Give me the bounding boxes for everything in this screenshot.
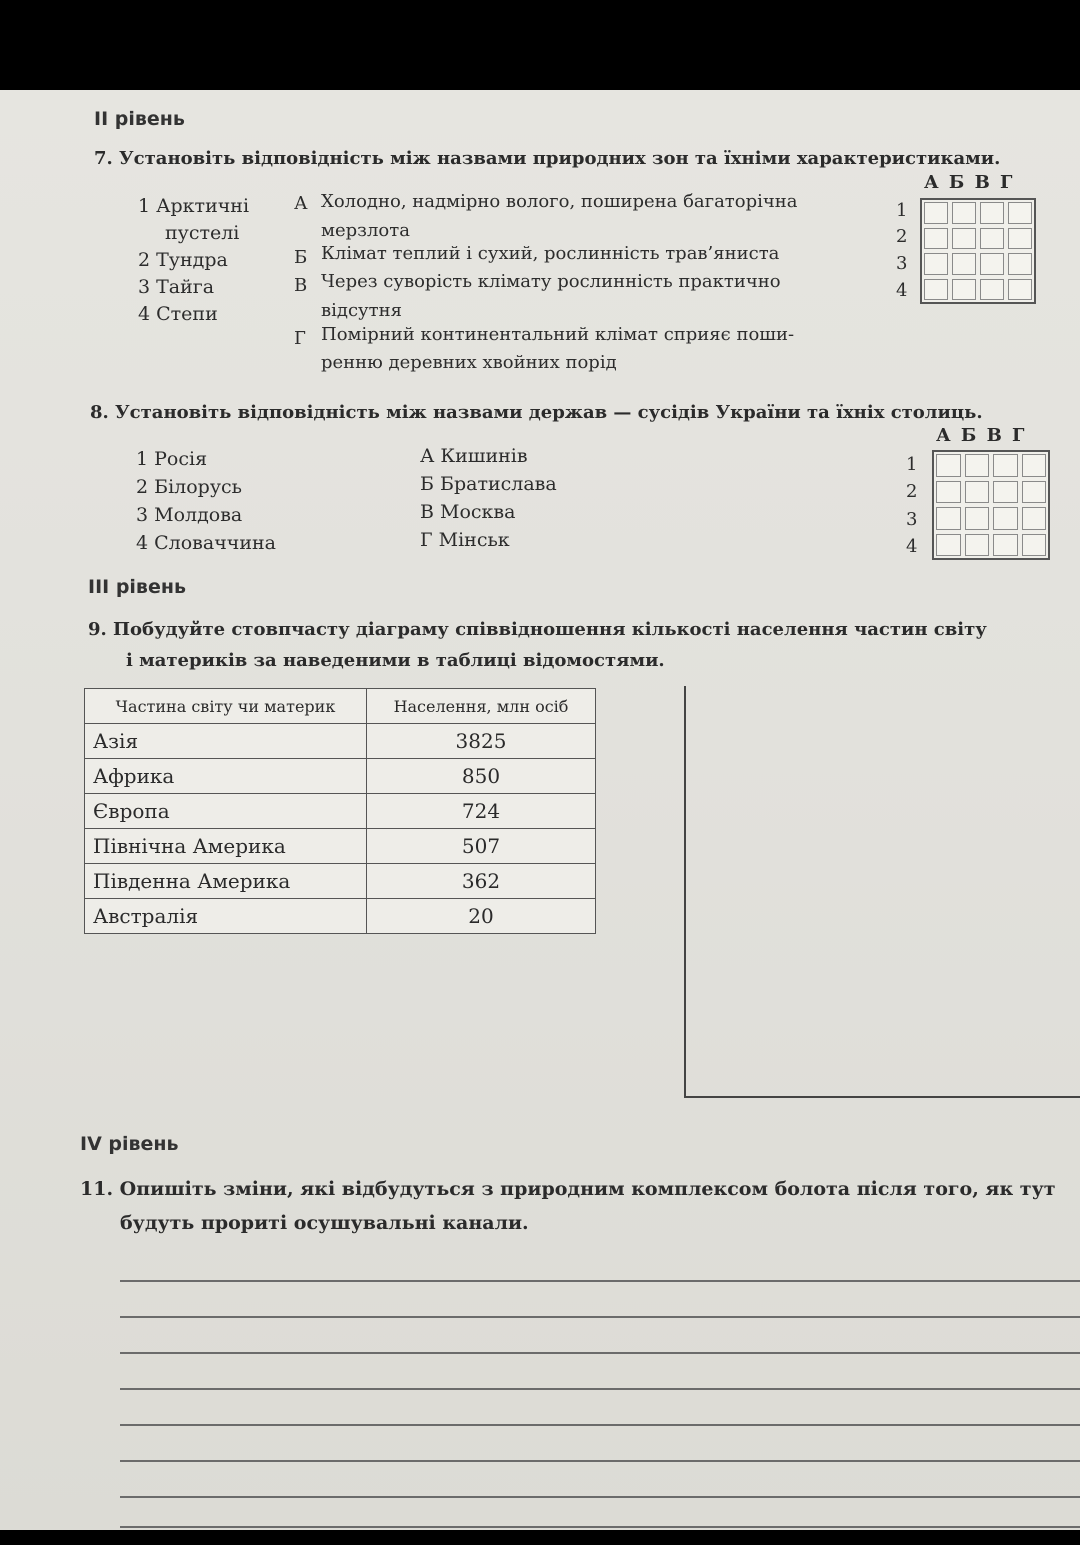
q7-zone: 2 Тундра: [138, 249, 228, 271]
q7-grid-row-label: 2: [896, 226, 908, 247]
q7-zone: 3 Тайга: [138, 276, 215, 298]
q9-title: 9. Побудуйте стовпчасту діаграму співвідношення кількості населення частин світу: [88, 619, 987, 640]
q9-title-cont: і материків за наведеними в таблиці відомостями.: [126, 650, 665, 671]
region-cell: Австралія: [85, 899, 367, 934]
table-row: [85, 864, 596, 899]
q8-title: 8. Установіть відповідність між назвами держав — сусідів України та їхніх столиць.: [90, 402, 983, 423]
q7-answer-grid[interactable]: [920, 198, 1036, 304]
region-cell: Азія: [85, 724, 367, 759]
q7-title: 7. Установіть відповідність між назвами природних зон та їхніми характеристиками.: [94, 148, 1001, 169]
answer-line[interactable]: [120, 1352, 1080, 1354]
q8-answer-grid-header: А Б В Г: [936, 425, 1027, 446]
level-2-heading: ІІ рівень: [94, 108, 185, 130]
table-header: Населення, млн осіб: [367, 689, 596, 724]
answer-line[interactable]: [120, 1280, 1080, 1282]
table-row: [85, 759, 596, 794]
q7-answer-grid-header: А Б В Г: [924, 172, 1015, 193]
population-cell: 3825: [367, 724, 596, 759]
q11-title-cont: будуть прориті осушувальні канали.: [120, 1212, 529, 1234]
q8-grid-row-label: 2: [906, 481, 918, 502]
q8-country: 1 Росія: [136, 448, 208, 470]
q11-title: 11. Опишіть зміни, які відбудуться з природним комплексом болота після того, як тут: [80, 1178, 1056, 1200]
q8-capital: В Москва: [420, 501, 516, 523]
level-3-heading: ІІІ рівень: [88, 576, 186, 598]
q8-grid-row-label: 1: [906, 454, 918, 475]
q7-zone: пустелі: [165, 222, 240, 244]
table-row: [85, 829, 596, 864]
table-row: [85, 794, 596, 829]
table-row: [85, 724, 596, 759]
q8-country: 4 Словаччина: [136, 532, 276, 554]
population-cell: 724: [367, 794, 596, 829]
table-header-row: [85, 689, 596, 724]
q7-char-letter: В: [294, 275, 308, 296]
q7-zone: 4 Степи: [138, 303, 218, 325]
answer-line[interactable]: [120, 1316, 1080, 1318]
q8-country: 3 Молдова: [136, 504, 243, 526]
q7-char-text: Клімат теплий і сухий, рослинність трав’яниста: [321, 243, 780, 264]
population-cell: 362: [367, 864, 596, 899]
answer-line[interactable]: [120, 1496, 1080, 1498]
answer-line[interactable]: [120, 1526, 1080, 1528]
q7-char-letter: Г: [294, 328, 306, 349]
level-4-heading: ІV рівень: [80, 1133, 179, 1155]
q7-grid-row-label: 1: [896, 200, 908, 221]
q8-capital: Б Братислава: [420, 473, 557, 495]
q7-char-text: відсутня: [321, 300, 402, 321]
table-header: Частина світу чи материк: [85, 689, 367, 724]
region-cell: Африка: [85, 759, 367, 794]
q7-char-letter: А: [294, 193, 308, 214]
q8-capital: Г Мінськ: [420, 529, 510, 551]
region-cell: Північна Америка: [85, 829, 367, 864]
answer-line[interactable]: [120, 1424, 1080, 1426]
q7-char-text: Холодно, надмірно волого, поширена багаторічна: [321, 191, 798, 212]
q7-char-text: мерзлота: [321, 220, 410, 241]
worksheet-page: [0, 90, 1080, 1530]
q7-grid-row-label: 4: [896, 280, 908, 301]
q8-capital: А Кишинів: [420, 445, 528, 467]
q7-char-letter: Б: [294, 247, 308, 268]
answer-line[interactable]: [120, 1388, 1080, 1390]
table-row: [85, 899, 596, 934]
q7-grid-row-label: 3: [896, 253, 908, 274]
chart-drawing-area[interactable]: [684, 686, 1080, 1098]
q7-char-text: ренню деревних хвойних порід: [321, 352, 617, 373]
q7-char-text: Через суворість клімату рослинність практично: [321, 271, 781, 292]
q8-grid-row-label: 3: [906, 509, 918, 530]
q8-grid-row-label: 4: [906, 536, 918, 557]
q8-country: 2 Білорусь: [136, 476, 243, 498]
population-cell: 850: [367, 759, 596, 794]
population-table: [84, 688, 596, 934]
answer-line[interactable]: [120, 1460, 1080, 1462]
region-cell: Південна Америка: [85, 864, 367, 899]
q7-zone: 1 Арктичні: [138, 195, 250, 217]
population-cell: 20: [367, 899, 596, 934]
q8-answer-grid[interactable]: [932, 450, 1050, 560]
region-cell: Європа: [85, 794, 367, 829]
q7-char-text: Помірний континентальний клімат сприяє поши-: [321, 324, 795, 345]
population-cell: 507: [367, 829, 596, 864]
